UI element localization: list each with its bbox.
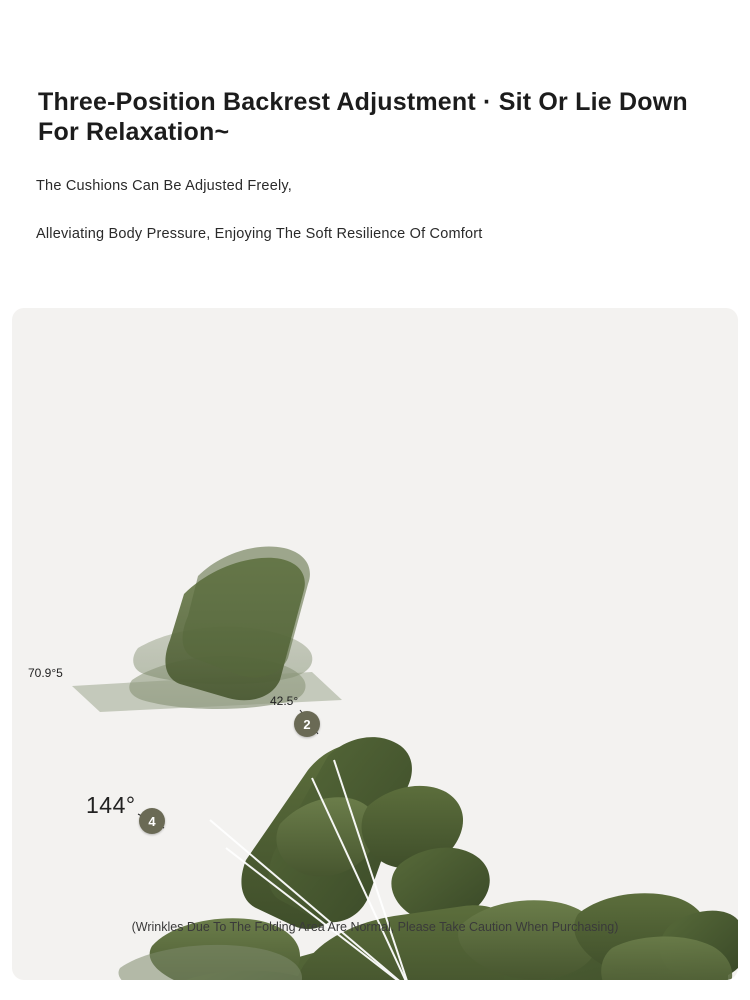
angle-label-42-5: 42.5° [270,694,299,708]
figure-caption: (Wrinkles Due To The Folding Area Are Normal, Please Take Caution When Purchasing) [131,920,619,934]
sofa-illustration [12,308,738,980]
angle-label-70-9: 70.9°5 [28,666,63,680]
subtitle-line-2: Alleviating Body Pressure, Enjoying The Soft Resilience Of Comfort [36,226,483,242]
product-figure-panel [12,308,738,980]
subtitle-line-1: The Cushions Can Be Adjusted Freely, [36,178,292,194]
angle-label-144: 144° [86,792,136,818]
badge-position-2: 2 [294,711,320,737]
page-title: Three-Position Backrest Adjustment · Sit Or Lie Down For Relaxation~ [38,87,688,146]
sofa-diagram-svg [12,308,738,980]
badge-position-4: 4 [139,808,165,834]
